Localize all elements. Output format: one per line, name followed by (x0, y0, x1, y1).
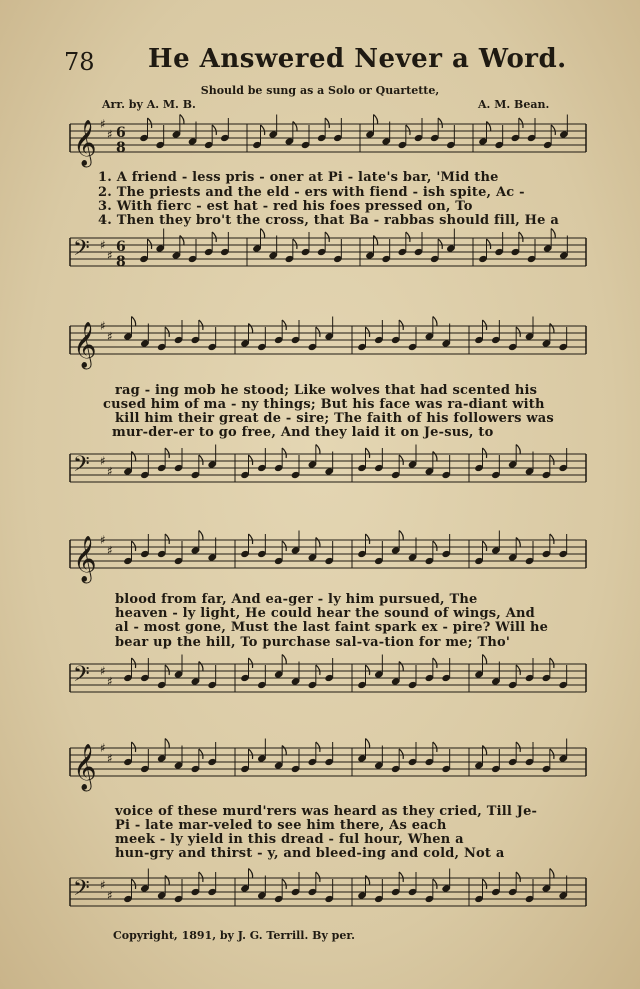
note-flag (516, 872, 520, 882)
note-flag (483, 448, 487, 458)
note-flag (249, 869, 253, 879)
note-flag (199, 872, 203, 882)
note-flag (406, 125, 410, 135)
note-flag (199, 531, 203, 541)
note-flag (249, 658, 253, 668)
note-flag (433, 317, 437, 327)
note-flag (551, 229, 555, 239)
copyright-notice: Copyright, 1891, by J. G. Terrill. By per. (113, 929, 355, 942)
lyric-line: bear up the hill, To purchase sal-va-tion for me; Tho' (115, 635, 511, 650)
note-flag (132, 742, 136, 752)
note-flag (433, 541, 437, 551)
note-flag (282, 746, 286, 756)
time-signature-top: 6 (116, 239, 126, 255)
note-flag (212, 232, 216, 242)
note-flag (516, 742, 520, 752)
lyric-line: 1. A friend - less pris - oner at Pi - late's bar, 'Mid the (98, 170, 499, 185)
note-flag (249, 534, 253, 544)
treble-staff (0, 118, 640, 178)
note-flag (249, 749, 253, 759)
song-title: He Answered Never a Word. (148, 44, 567, 74)
note-flag (316, 327, 320, 337)
lyric-line: cused him of ma - ny things; But his face was ra-diant with (103, 397, 545, 412)
bass-staff (0, 872, 640, 922)
lyric-line: blood from far, And ea-ger - ly him pursued, The (115, 592, 478, 607)
note-flag (325, 232, 329, 242)
note-flag (316, 742, 320, 752)
lyric-line: voice of these murd'rers was heard as they cried, Till Je- (115, 804, 538, 819)
lyric-line: Pi - late mar-veled to see him there, As each (115, 818, 447, 833)
bass-staff (0, 448, 640, 508)
note-flag (550, 534, 554, 544)
note-flag (261, 229, 265, 239)
treble-clef-icon: 𝄞 (73, 744, 97, 790)
bass-clef-icon: 𝄢 (73, 452, 90, 482)
note-flag (366, 448, 370, 458)
note-flag (516, 665, 520, 675)
sharp-icon: ♯ (107, 888, 113, 903)
lyric-line: al - most gone, Must the last faint spark ex - pire? Will he (115, 620, 549, 635)
note-flag (516, 445, 520, 455)
note-flag (212, 125, 216, 135)
note-flag (165, 448, 169, 458)
note-flag (249, 455, 253, 465)
sharp-icon: ♯ (107, 674, 113, 689)
note-flag (282, 655, 286, 665)
treble-clef-icon: 𝄞 (73, 536, 97, 582)
note-flag (433, 879, 437, 889)
sharp-icon: ♯ (100, 533, 106, 547)
note-flag (180, 115, 184, 125)
note-flag (483, 541, 487, 551)
note-flag (165, 665, 169, 675)
note-flag (316, 872, 320, 882)
bass-staff (0, 658, 640, 718)
note-flag (132, 658, 136, 668)
note-flag (282, 320, 286, 330)
note-flag (374, 236, 378, 246)
note-flag (199, 749, 203, 759)
note-flag (132, 879, 136, 889)
note-flag (487, 239, 491, 249)
note-flag (199, 455, 203, 465)
note-flag (249, 324, 253, 334)
note-flag (132, 452, 136, 462)
bass-clef-icon: 𝄢 (73, 236, 90, 266)
lyric-line: 4. Then they bro't the cross, that Ba - rabbas should fill, He a (98, 213, 559, 228)
bass-clef-icon: 𝄢 (73, 876, 90, 906)
note-flag (399, 531, 403, 541)
sharp-icon: ♯ (100, 238, 106, 252)
lyric-line: mur-der-er to go free, And they laid it on Je-sus, to (112, 425, 494, 440)
note-flag (406, 232, 410, 242)
note-flag (165, 876, 169, 886)
time-signature-top: 6 (116, 125, 126, 141)
note-flag (516, 327, 520, 337)
bass-clef-icon: 𝄢 (73, 662, 90, 692)
note-flag (366, 327, 370, 337)
sharp-icon: ♯ (100, 741, 106, 755)
sharp-icon: ♯ (100, 319, 106, 333)
note-flag (180, 236, 184, 246)
performance-note: Should be sung as a Solo or Quartette, (200, 84, 440, 97)
note-flag (438, 118, 442, 128)
note-flag (374, 115, 378, 125)
note-flag (165, 327, 169, 337)
time-signature-bottom: 8 (116, 140, 126, 156)
note-flag (433, 452, 437, 462)
note-flag (399, 455, 403, 465)
note-flag (483, 746, 487, 756)
note-flag (132, 541, 136, 551)
note-flag (438, 239, 442, 249)
sharp-icon: ♯ (107, 127, 113, 142)
note-flag (550, 324, 554, 334)
sharp-icon: ♯ (100, 117, 106, 131)
note-flag (519, 118, 523, 128)
note-flag (293, 122, 297, 132)
note-flag (483, 320, 487, 330)
note-flag (399, 749, 403, 759)
sharp-icon: ♯ (107, 329, 113, 344)
sharp-icon: ♯ (100, 664, 106, 678)
note-flag (366, 665, 370, 675)
note-flag (399, 872, 403, 882)
lyric-line: rag - ing mob he stood; Like wolves that had scented his (115, 383, 538, 398)
composer-credit: A. M. Bean. (478, 98, 550, 111)
note-flag (316, 445, 320, 455)
page-number: 78 (64, 48, 95, 76)
note-flag (148, 239, 152, 249)
note-flag (366, 739, 370, 749)
note-flag (519, 232, 523, 242)
note-flag (316, 665, 320, 675)
note-flag (293, 239, 297, 249)
lyric-line: hun-gry and thirst - y, and bleed-ing and cold, Not a (115, 846, 505, 861)
treble-clef-icon: 𝄞 (73, 120, 97, 166)
note-flag (282, 541, 286, 551)
lyric-line: 2. The priests and the eld - ers with fiend - ish spite, Ac - (98, 185, 525, 200)
sharp-icon: ♯ (107, 248, 113, 263)
note-flag (550, 749, 554, 759)
sharp-icon: ♯ (100, 878, 106, 892)
sharp-icon: ♯ (107, 751, 113, 766)
note-flag (433, 658, 437, 668)
treble-staff (0, 534, 640, 594)
note-flag (433, 742, 437, 752)
note-flag (399, 320, 403, 330)
note-flag (366, 534, 370, 544)
note-flag (199, 320, 203, 330)
sharp-icon: ♯ (107, 464, 113, 479)
lyric-line: kill him their great de - sire; The faith of his followers was (115, 411, 554, 426)
sharp-icon: ♯ (107, 543, 113, 558)
arranger-credit: Arr. by A. M. B. (102, 98, 196, 111)
note-flag (366, 876, 370, 886)
treble-clef-icon: 𝄞 (73, 322, 97, 368)
note-flag (399, 662, 403, 672)
treble-staff (0, 320, 640, 380)
note-flag (132, 317, 136, 327)
lyric-line: 3. With fierc - est hat - red his foes pressed on, To (98, 199, 473, 214)
note-flag (316, 538, 320, 548)
note-flag (550, 869, 554, 879)
treble-staff (0, 742, 640, 802)
note-flag (282, 879, 286, 889)
note-flag (550, 455, 554, 465)
note-flag (282, 448, 286, 458)
note-flag (261, 125, 265, 135)
lyric-line: heaven - ly light, He could hear the sound of wings, And (115, 606, 535, 621)
note-flag (516, 538, 520, 548)
sharp-icon: ♯ (100, 454, 106, 468)
note-flag (487, 122, 491, 132)
note-flag (325, 118, 329, 128)
note-flag (550, 658, 554, 668)
note-flag (165, 739, 169, 749)
note-flag (483, 655, 487, 665)
note-flag (165, 534, 169, 544)
note-flag (483, 879, 487, 889)
time-signature-bottom: 8 (116, 254, 126, 270)
bass-staff (0, 232, 640, 292)
note-flag (551, 125, 555, 135)
note-flag (199, 662, 203, 672)
lyric-line: meek - ly yield in this dread - ful hour, When a (115, 832, 464, 847)
note-flag (148, 118, 152, 128)
